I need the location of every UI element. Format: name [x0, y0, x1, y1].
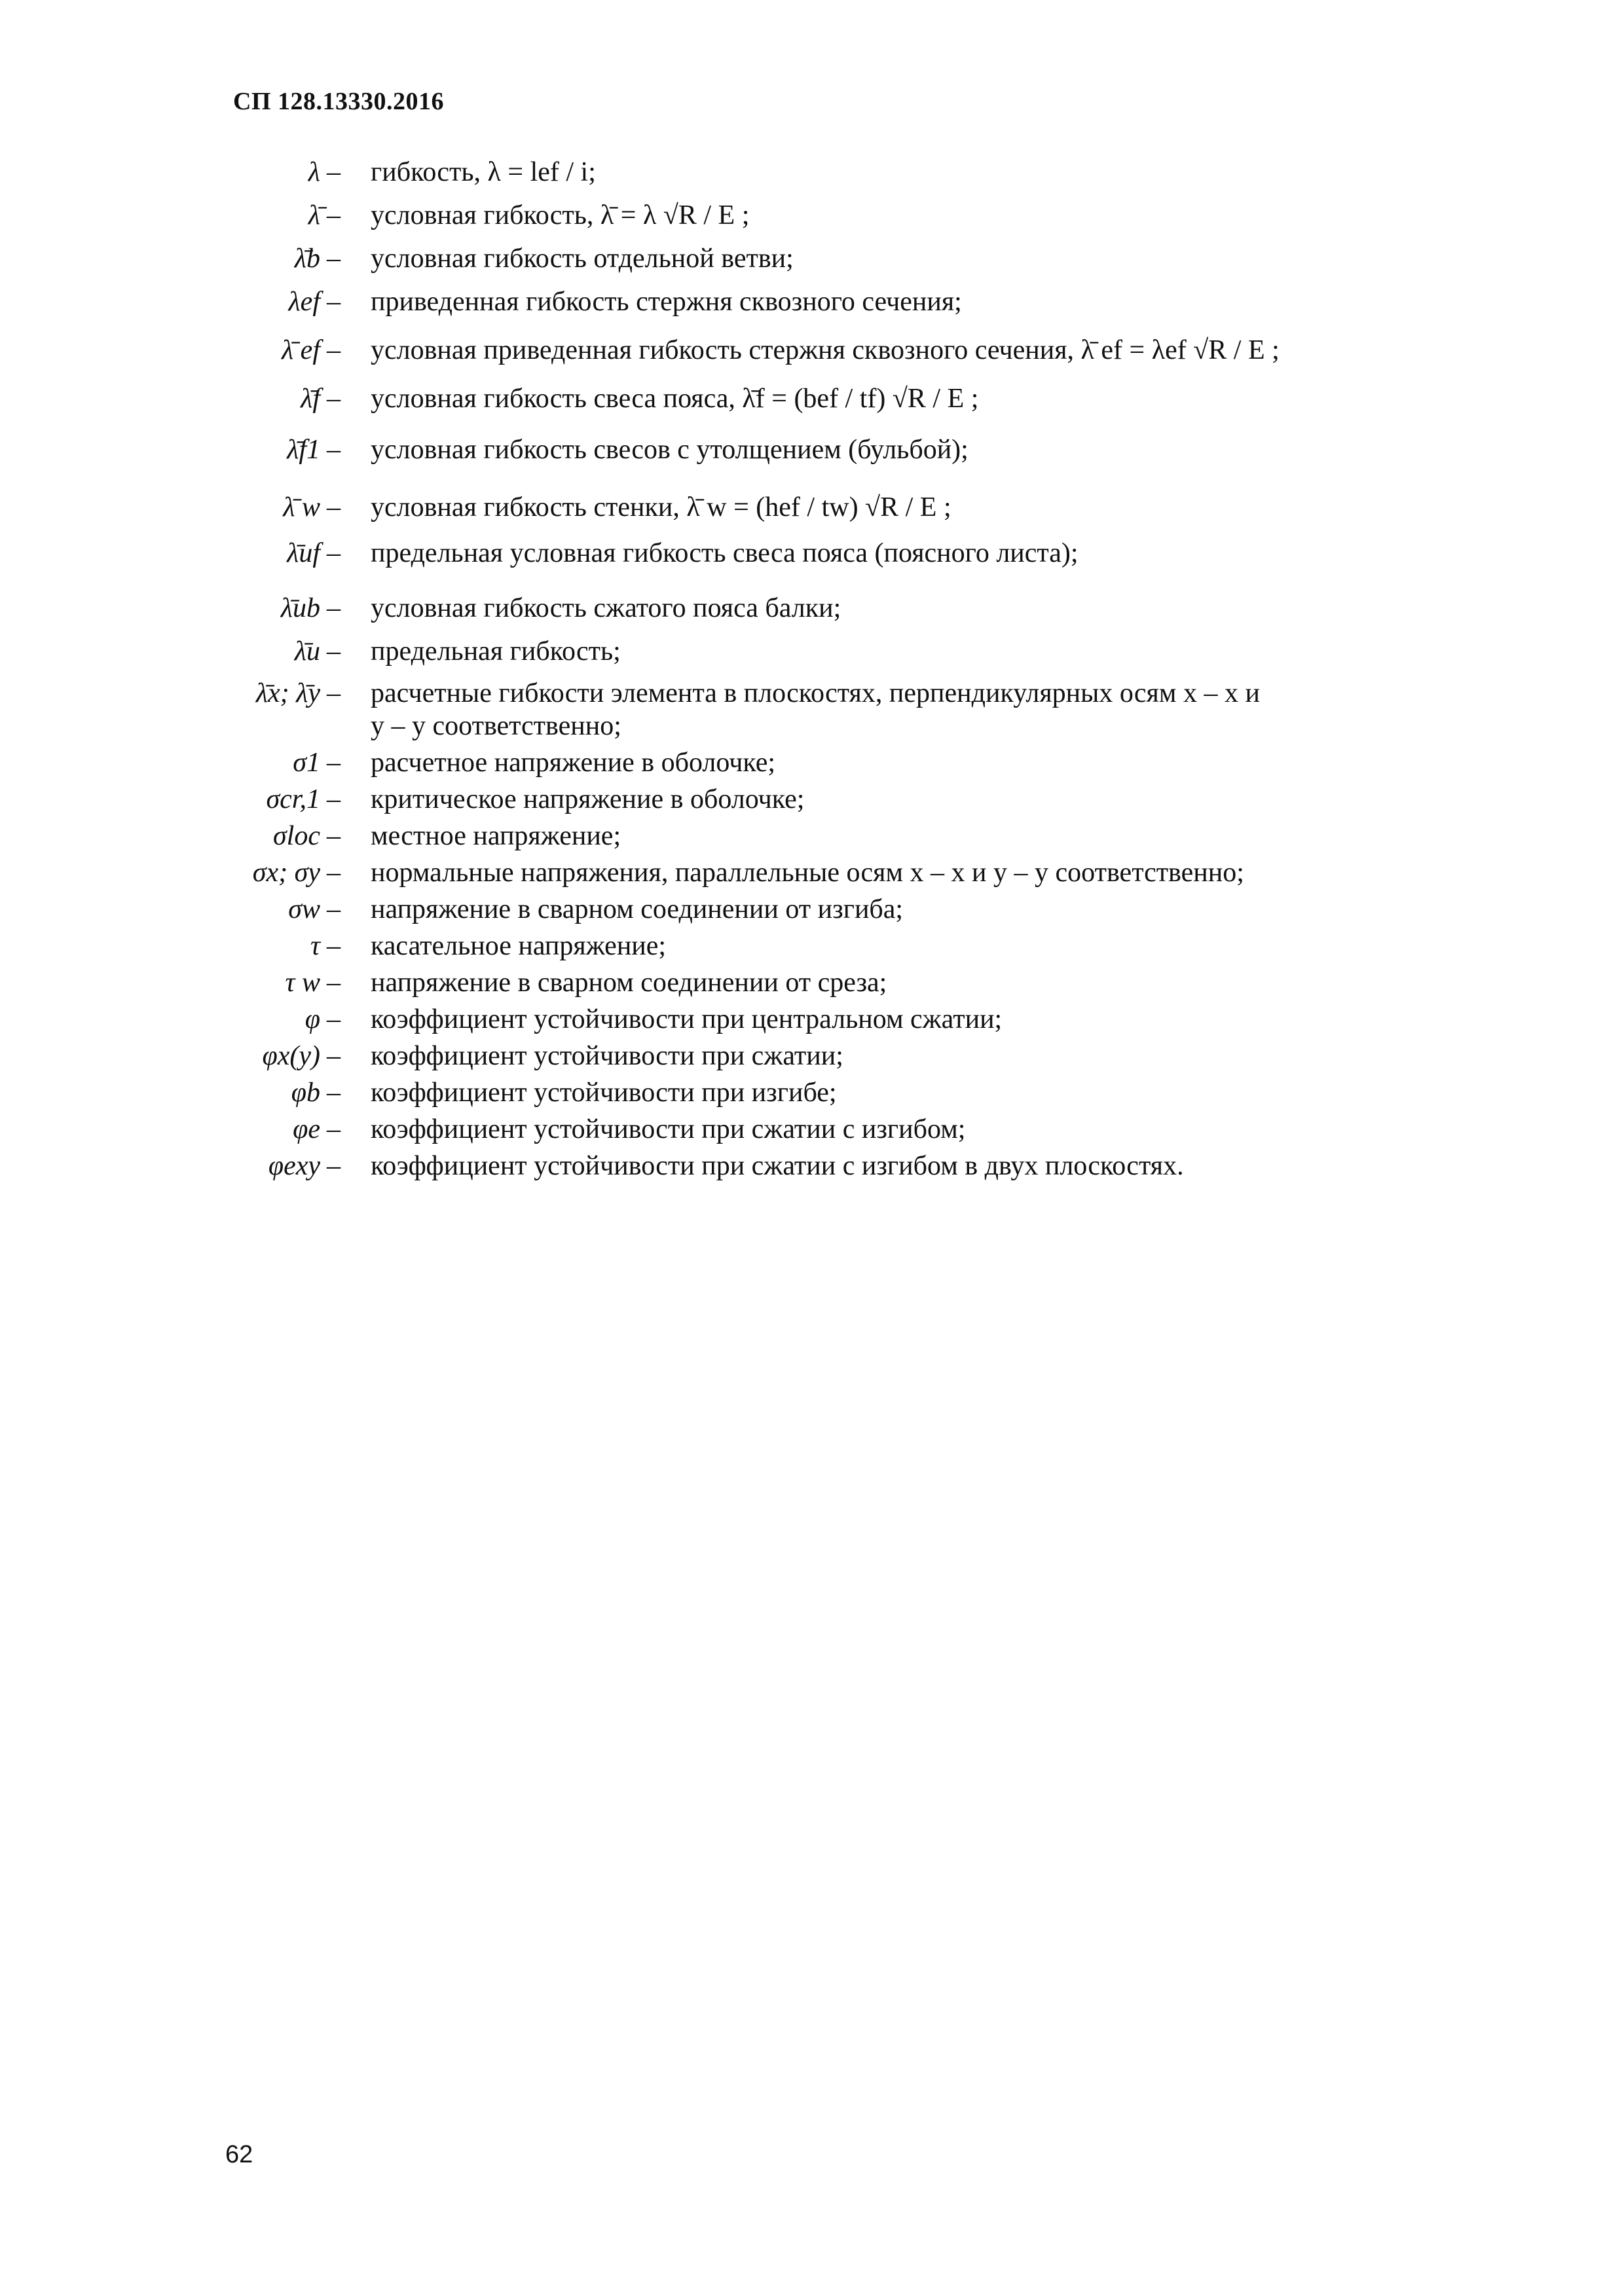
definition-symbol: λ̄b –: [294, 244, 341, 274]
definition-symbol: φe –: [293, 1114, 341, 1144]
definition-text: коэффициент устойчивости при сжатии с изгибом в двух плоскостях.: [371, 1151, 1184, 1181]
definition-symbol: σw –: [288, 894, 341, 924]
definition-text-line: расчетные гибкости элемента в плоскостях, перпендикулярных осям x – x и: [371, 678, 1260, 708]
definition-symbol: σ1 –: [293, 748, 341, 778]
definition-symbol: λ̄ w –: [283, 492, 341, 522]
definition-text: предельная условная гибкость свеса пояса (поясного листа);: [371, 538, 1079, 568]
definition-symbol: σx; σy –: [252, 858, 341, 888]
definition-text: коэффициент устойчивости при сжатии с изгибом;: [371, 1114, 966, 1144]
page-number: 62: [225, 2141, 253, 2168]
definition-text: расчетное напряжение в оболочке;: [371, 748, 776, 778]
definition-text: напряжение в сварном соединении от среза;: [371, 968, 887, 998]
definition-text: коэффициент устойчивости при центральном сжатии;: [371, 1004, 1003, 1034]
definition-text: коэффициент устойчивости при изгибе;: [371, 1078, 837, 1108]
definition-text: условная гибкость свесов с утолщением (бульбой);: [371, 435, 969, 465]
definition-text: [371, 677, 1260, 742]
definition-text: коэффициент устойчивости при сжатии;: [371, 1041, 843, 1071]
definition-symbol: λ̄f1 –: [287, 435, 341, 465]
definition-symbol: τ w –: [285, 968, 341, 998]
definition-text: гибкость, λ = lef / i;: [371, 157, 596, 187]
definition-symbol: λ̄ ef –: [281, 335, 341, 365]
definition-symbol: λ̄f –: [301, 384, 341, 414]
definition-symbol: σcr,1 –: [266, 784, 341, 814]
document-header: СП 128.13330.2016: [233, 88, 444, 115]
definition-text: условная гибкость свеса пояса, λ̄f = (bef / tf) √R / E ;: [371, 384, 979, 414]
definition-text: напряжение в сварном соединении от изгиба;: [371, 894, 904, 924]
definition-symbol: φ –: [304, 1004, 341, 1034]
definition-symbol: λ –: [308, 157, 341, 187]
definition-symbol: λ̄u –: [294, 636, 341, 666]
definition-text: критическое напряжение в оболочке;: [371, 784, 805, 814]
definition-text: условная гибкость отдельной ветви;: [371, 244, 794, 274]
definition-symbol: σloc –: [272, 821, 341, 851]
definition-symbol: φb –: [291, 1078, 341, 1108]
definition-text: предельная гибкость;: [371, 636, 621, 666]
definition-text: условная гибкость стенки, λ̄ w = (hef / tw) √R / E ;: [371, 492, 951, 522]
definition-text: условная приведенная гибкость стержня сквозного сечения, λ̄ ef = λef √R / E ;: [371, 335, 1280, 365]
definition-symbol: λ̄uf –: [287, 538, 341, 568]
definition-symbol: λ̄ –: [308, 200, 341, 230]
definition-text: приведенная гибкость стержня сквозного сечения;: [371, 287, 962, 317]
definition-symbol: λef –: [288, 287, 341, 317]
definition-symbol: λ̄x; λ̄y –: [255, 678, 341, 708]
definition-text: условная гибкость сжатого пояса балки;: [371, 593, 841, 623]
definition-symbol: λ̄ub –: [280, 593, 341, 623]
definition-symbol: φexy –: [268, 1151, 341, 1181]
definition-symbol: φx(y) –: [262, 1041, 341, 1071]
definition-text: местное напряжение;: [371, 821, 621, 851]
definition-text: нормальные напряжения, параллельные осям x – x и y – y соответственно;: [371, 858, 1244, 888]
definition-text: касательное напряжение;: [371, 931, 667, 961]
definition-symbol: τ –: [310, 931, 341, 961]
definition-text: условная гибкость, λ̄ = λ √R / E ;: [371, 200, 750, 230]
definition-text-line: y – y соответственно;: [371, 711, 621, 741]
